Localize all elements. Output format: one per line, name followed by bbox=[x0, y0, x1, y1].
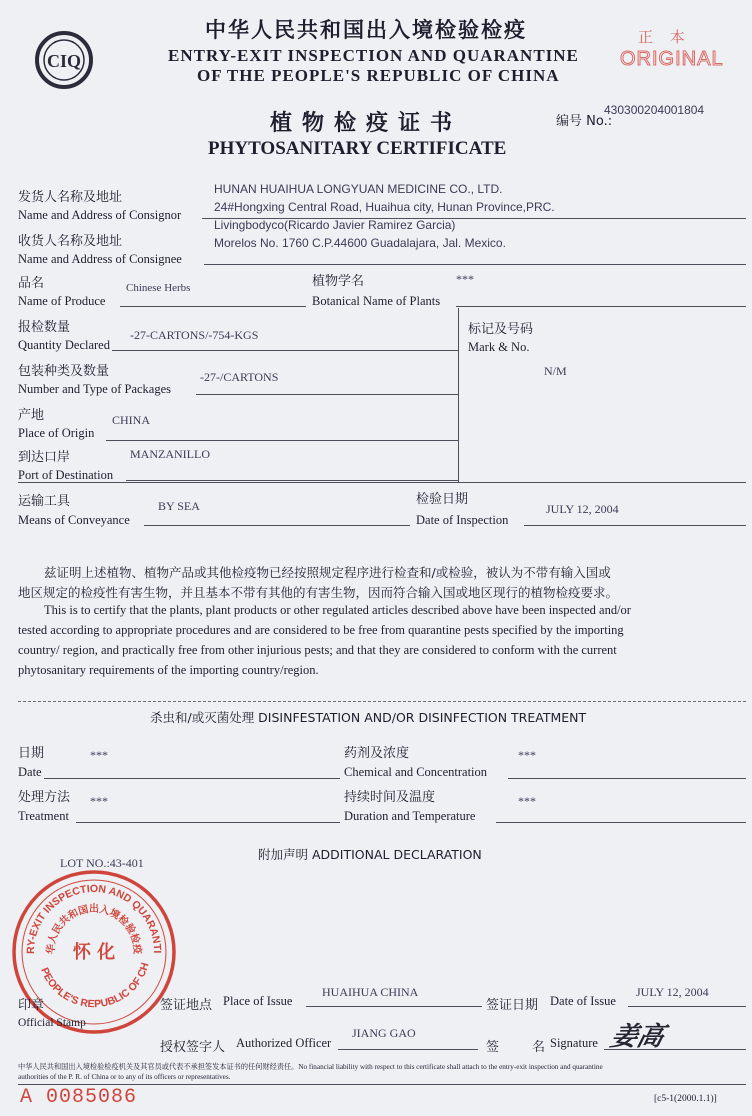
place-label-cn: 签证地点 bbox=[160, 998, 213, 1013]
packages-underline bbox=[196, 394, 458, 395]
produce-value: Chinese Herbs bbox=[126, 282, 191, 294]
inspection-underline bbox=[524, 525, 746, 526]
consignee-label-cn: 收货人名称及地址 bbox=[18, 234, 123, 249]
destination-label-en: Port of Destination bbox=[18, 468, 114, 482]
footer-rule bbox=[18, 1084, 746, 1085]
disclaimer-1: 中华人民共和国出入境检验检疫机关及其官员或代表不承担签发本证书的任何财经责任。No financial liability with respect to this certificate shall attach to the entry-exit inspection and quarantine bbox=[18, 1063, 603, 1071]
conveyance-value: BY SEA bbox=[158, 499, 200, 513]
mark-box-divider bbox=[458, 308, 459, 482]
certify-en-1: This is to certify that the plants, plant products or other regulated articles described above have been inspected and/or bbox=[44, 603, 631, 617]
produce-label-cn: 品名 bbox=[18, 276, 45, 291]
origin-label-en: Place of Origin bbox=[18, 426, 95, 440]
origin-value: CHINA bbox=[112, 413, 150, 427]
mark-label-cn: 标记及号码 bbox=[468, 322, 534, 337]
org-name-en-2: OF THE PEOPLE'S REPUBLIC OF CHINA bbox=[197, 66, 560, 85]
disclaimer-2: authorities of the P. R. of China or to any of its officers or representatives. bbox=[18, 1073, 231, 1081]
conveyance-underline bbox=[144, 525, 410, 526]
consignor-label-en: Name and Address of Consignor bbox=[18, 208, 182, 222]
duration-label-en: Duration and Temperature bbox=[344, 809, 476, 823]
certify-cn-1: 兹证明上述植物、植物产品或其他检疫物已经按照规定程序进行检查和/或检验，被认为不带有输入国或 bbox=[44, 565, 611, 580]
serial-number: A 0085086 bbox=[20, 1086, 138, 1109]
chemical-underline bbox=[508, 778, 746, 779]
consignor-value-1: HUNAN HUAIHUA LONGYUAN MEDICINE CO., LTD. bbox=[214, 182, 503, 196]
consignee-label-en: Name and Address of Consignee bbox=[18, 252, 182, 266]
stamp-label-cn: 印章 bbox=[18, 998, 45, 1013]
botanical-label-cn: 植物学名 bbox=[312, 274, 365, 289]
packages-value: -27-/CARTONS bbox=[200, 370, 279, 384]
lot-number: LOT NO.:43-401 bbox=[60, 856, 144, 870]
stamp-label-en: Official Stamp bbox=[18, 1017, 86, 1029]
chemical-label-cn: 药剂及浓度 bbox=[344, 746, 410, 761]
inspection-label-cn: 检验日期 bbox=[416, 492, 469, 507]
quantity-label-en: Quantity Declared bbox=[18, 338, 110, 352]
ciq-logo bbox=[34, 30, 94, 90]
packages-label-en: Number and Type of Packages bbox=[18, 382, 172, 396]
date-issue-label-en: Date of Issue bbox=[550, 994, 616, 1008]
place-underline bbox=[306, 1006, 482, 1007]
botanical-value: *** bbox=[456, 272, 474, 286]
quantity-label-cn: 报检数量 bbox=[18, 320, 71, 335]
packages-label-cn: 包装种类及数量 bbox=[18, 364, 110, 379]
officer-value: JIANG GAO bbox=[352, 1026, 416, 1040]
consignor-value-2: 24#Hongxing Central Road, Huaihua city, Hunan Province,PRC. bbox=[214, 200, 555, 214]
title-cn: 植物检疫证书 bbox=[270, 111, 463, 136]
title-en: PHYTOSANITARY CERTIFICATE bbox=[208, 138, 507, 159]
place-value: HUAIHUA CHINA bbox=[322, 985, 419, 999]
origin-label-cn: 产地 bbox=[18, 408, 45, 423]
cert-number: 430300204001804 bbox=[604, 103, 705, 117]
destination-label-cn: 到达口岸 bbox=[18, 450, 71, 465]
svg-text:CIQ: CIQ bbox=[46, 51, 82, 71]
treatment-separator bbox=[18, 701, 746, 702]
mark-value: N/M bbox=[544, 364, 567, 378]
destination-underline bbox=[126, 480, 458, 481]
certify-en-2: tested according to appropriate procedures and are considered to be free from quarantine pests specified by the importing bbox=[18, 623, 624, 637]
chemical-value: *** bbox=[518, 748, 536, 762]
conveyance-label-cn: 运输工具 bbox=[18, 494, 71, 509]
signature-underline bbox=[604, 1049, 746, 1050]
certify-en-3: country/ region, and practically free from other injurious pests; and that they are considered to conform with the current bbox=[18, 643, 617, 657]
treatment-date-value: *** bbox=[90, 748, 108, 762]
quantity-value: -27-CARTONS/-754-KGS bbox=[130, 328, 259, 342]
signature-label-en: Signature bbox=[550, 1036, 598, 1050]
chemical-label-en: Chemical and Concentration bbox=[344, 765, 488, 779]
officer-label-en: Authorized Officer bbox=[236, 1036, 332, 1050]
conveyance-label-en: Means of Conveyance bbox=[18, 513, 130, 527]
treatment-date-underline bbox=[44, 778, 340, 779]
seal-bottom-text: PEOPLE'S REPUBLIC OF CH bbox=[38, 961, 152, 1011]
mark-box-bottom bbox=[18, 482, 746, 483]
consignee-value-1: Livingbodyco(Ricardo Javier Ramirez Garcia) bbox=[214, 218, 456, 232]
seal-outer-text: RY-EXIT INSPECTION AND QUARANTI bbox=[24, 882, 164, 955]
treatment-heading: 杀虫和/或灭菌处理 DISINFESTATION AND/OR DISINFECTION TREATMENT bbox=[150, 710, 587, 725]
botanical-underline bbox=[456, 306, 746, 307]
method-value: *** bbox=[90, 794, 108, 808]
produce-underline bbox=[120, 306, 306, 307]
method-label-cn: 处理方法 bbox=[18, 790, 71, 805]
officer-underline bbox=[338, 1049, 478, 1050]
quantity-underline bbox=[112, 350, 458, 351]
form-code: [c5-1(2000.1.1)] bbox=[654, 1094, 717, 1104]
seal-inner-text: 华人民共和国出入境检验检疫 bbox=[45, 904, 143, 955]
officer-label-cn: 授权签字人 bbox=[160, 1040, 226, 1055]
date-issue-label-cn: 签证日期 bbox=[486, 998, 539, 1013]
consignee-underline bbox=[204, 264, 746, 265]
produce-label-en: Name of Produce bbox=[18, 294, 106, 308]
duration-underline bbox=[496, 822, 746, 823]
treatment-date-label-en: Date bbox=[18, 765, 42, 779]
destination-value: MANZANILLO bbox=[130, 447, 210, 461]
seal-center-text: 怀 化 bbox=[72, 942, 116, 963]
original-cn: 正 本 bbox=[638, 28, 691, 46]
certify-en-4: phytosanitary requirements of the importing country/region. bbox=[18, 663, 319, 677]
duration-label-cn: 持续时间及温度 bbox=[344, 790, 436, 805]
method-label-en: Treatment bbox=[18, 809, 69, 823]
date-issue-value: JULY 12, 2004 bbox=[636, 985, 709, 999]
additional-heading: 附加声明 ADDITIONAL DECLARATION bbox=[258, 847, 482, 862]
mark-label-en: Mark & No. bbox=[468, 340, 530, 354]
treatment-date-label-cn: 日期 bbox=[18, 746, 45, 761]
origin-underline bbox=[106, 440, 458, 441]
certify-cn-2: 地区规定的检疫性有害生物，并且基本不带有其他的有害生物，因而符合输入国或地区现行的植物检疫要求。 bbox=[18, 585, 619, 600]
method-underline bbox=[76, 822, 340, 823]
place-label-en: Place of Issue bbox=[223, 994, 293, 1008]
signature-label-cn-1: 签 bbox=[486, 1040, 500, 1055]
date-issue-underline bbox=[628, 1006, 746, 1007]
handwritten-signature: 姜高 bbox=[607, 1022, 668, 1052]
duration-value: *** bbox=[518, 794, 536, 808]
cert-number-label: 编号 No.: bbox=[556, 114, 613, 129]
consignee-value-2: Morelos No. 1760 C.P.44600 Guadalajara, Jal. Mexico. bbox=[214, 236, 506, 250]
inspection-label-en: Date of Inspection bbox=[416, 513, 509, 527]
botanical-label-en: Botanical Name of Plants bbox=[312, 294, 441, 308]
consignor-label-cn: 发货人名称及地址 bbox=[18, 190, 123, 205]
inspection-value: JULY 12, 2004 bbox=[546, 502, 619, 516]
signature-label-cn-2: 名 bbox=[532, 1040, 546, 1055]
original-mark: ORIGINAL bbox=[620, 48, 724, 70]
org-name-en-1: ENTRY-EXIT INSPECTION AND QUARANTINE bbox=[168, 46, 579, 65]
org-name-cn: 中华人民共和国出入境检验检疫 bbox=[205, 18, 527, 42]
